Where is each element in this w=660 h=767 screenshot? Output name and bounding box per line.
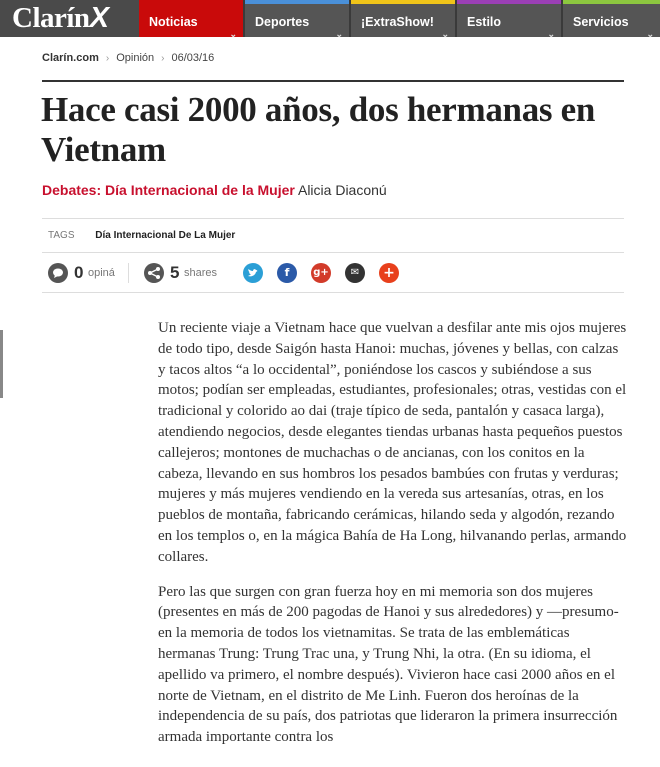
nav-label: Servicios — [573, 15, 629, 29]
more-glyph: + — [383, 265, 395, 281]
tags-row — [48, 230, 235, 241]
nav-label: ¡ExtraShow! — [361, 15, 434, 29]
nav-deportes[interactable] — [245, 0, 349, 37]
divider — [42, 292, 624, 293]
breadcrumb-home[interactable]: Clarín.com — [42, 52, 99, 65]
comment-icon[interactable] — [48, 263, 68, 283]
shares-count: 5 — [170, 263, 180, 282]
facebook-glyph: f — [284, 266, 290, 279]
comments-label[interactable]: opiná — [88, 267, 115, 279]
article-section-link[interactable]: Debates: Día Internacional de la Mujer — [42, 182, 295, 198]
chevron-down-icon: ⌄ — [547, 29, 555, 39]
tags-label: TAGS — [48, 230, 75, 241]
comments-count[interactable]: 0 — [74, 263, 84, 282]
divider — [42, 252, 624, 253]
nav-label: Deportes — [255, 15, 310, 29]
breadcrumb-section[interactable]: Opinión — [116, 52, 155, 65]
facebook-icon[interactable] — [277, 263, 297, 283]
title-divider — [42, 80, 624, 82]
nav-servicios[interactable] — [563, 0, 660, 37]
nav-label: Noticias — [149, 15, 198, 29]
nav-noticias[interactable] — [139, 0, 243, 37]
chevron-down-icon: ⌄ — [441, 29, 449, 39]
article-paragraph: Un reciente viaje a Vietnam hace que vuelvan a desfilar ante mis ojos mujeres de todo tipo, desde Saigón hasta Hanoi: muchas, jóvenes y bellas, con calzas y tacos altos “a lo occidental”, poniéndose los cascos y subiéndose a sus motos; podían ser empleadas, estudiantes, profesionales; otras, vestidas con el tradicional y colorido ao dai (traje típico de seda, pantalón y casaca larga), atendiendo negocios, desde elegantes tiendas urbanas hasta pequeños puestos callejeros; montones de muchachas o de ancianas, con los conitos en la cabeza, llevando en sus hombros los pesados bambúes con frutas y verduras; mujeres y más mujeres vendiendo en la vereda sus artesanías, otras, en los pueblos de montaña, fabricando cerámicas, hilando seda y algodón, rezando en los templos o, en la mágica Bahía de Ha Long, hilvanando perlas, armando collares. — [158, 320, 627, 565]
divider — [42, 218, 624, 219]
chevron-down-icon: ⌄ — [646, 29, 654, 39]
email-icon[interactable] — [345, 263, 365, 283]
breadcrumb-separator-icon: › — [105, 52, 110, 64]
share-icon — [144, 263, 164, 283]
shares-label: shares — [184, 267, 218, 279]
article-body — [158, 318, 628, 762]
divider — [128, 263, 129, 283]
breadcrumb — [42, 52, 214, 64]
article-paragraph: Pero las que surgen con gran fuerza hoy en mi memoria son dos mujeres (presentes en más de 200 pagodas de Hanoi y sus alrededores) y —presumo- en la memoria de todos los vietnamitas. Se trata de las emblemáticas hermanas Trung: Trung Trac una, y Trung Nhi, la otra. (En su idioma, el apellido va primero, el nombre después). Vivieron hace casi 2000 años en el norte de Vietnam, en el distrito de Me Linh. Fueron dos heroínas de la independencia de su país, dos patriotas que lideraron la primera insurrección armada importante contra los — [158, 583, 619, 746]
article-title: Hace casi 2000 años, dos hermanas en Vietnam — [41, 90, 596, 169]
nav-extrashow[interactable] — [351, 0, 455, 37]
breadcrumb-date: 06/03/16 — [171, 52, 215, 65]
byline — [42, 182, 387, 198]
more-share-icon[interactable] — [379, 263, 399, 283]
breadcrumb-separator-icon: › — [161, 52, 165, 64]
author-name[interactable]: Alicia Diaconú — [297, 182, 387, 198]
top-navigation — [0, 0, 660, 37]
google-plus-glyph: g+ — [313, 267, 329, 278]
nav-estilo[interactable] — [457, 0, 561, 37]
logo-text: Clarín — [12, 2, 90, 34]
email-glyph: ✉ — [350, 267, 360, 278]
scroll-indicator[interactable] — [0, 330, 3, 398]
clarin-logo[interactable] — [0, 0, 138, 37]
tag-link[interactable]: Día Internacional De La Mujer — [95, 230, 236, 241]
logo-x: X — [89, 2, 109, 34]
twitter-icon[interactable] — [243, 263, 263, 283]
social-bar — [48, 262, 608, 284]
chevron-down-icon: ⌄ — [335, 29, 343, 39]
google-plus-icon[interactable] — [311, 263, 331, 283]
chevron-down-icon: ⌄ — [229, 29, 237, 39]
nav-label: Estilo — [467, 15, 502, 29]
